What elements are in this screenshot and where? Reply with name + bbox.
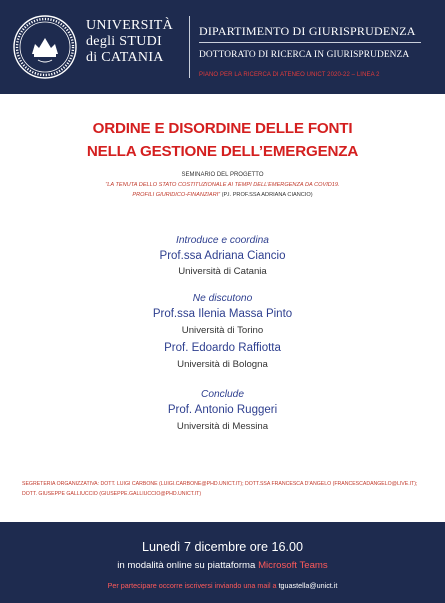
doctorate-name: DOTTORATO DI RICERCA IN GIURISPRUDENZA	[199, 50, 410, 60]
university-name-line1: UNIVERSITÀ	[86, 18, 173, 33]
discussant-2-affiliation: Università di Bologna	[177, 359, 268, 370]
registration-email[interactable]: tguastella@unict.it	[278, 581, 338, 590]
university-name-line3: di CATANIA	[86, 50, 164, 65]
seminar-title-line1: ORDINE E DISORDINE DELLE FONTI	[92, 120, 353, 137]
intro-speaker: Prof.ssa Adriana Ciancio	[159, 250, 286, 262]
university-name	[86, 18, 186, 66]
discussants-role: Ne discutono	[192, 293, 253, 304]
project-title-subtitle: PROFILI GIURIDICO-FINANZIARI”	[132, 192, 221, 198]
secretariat-line2: DOTT. GIUSEPPE GALLIUCCIO (GIUSEPPE.GALLIUCCIO@PHD.UNICT.IT)	[22, 491, 202, 497]
principal-investigator: (P.I. PROF.SSA ADRIANA CIANCIO)	[221, 192, 313, 198]
platform-name: Microsoft Teams	[258, 560, 328, 571]
intro-affiliation: Università di Catania	[178, 266, 267, 277]
intro-role: Introduce e coordina	[176, 235, 269, 246]
event-date: Lunedì 7 dicembre ore 16.00	[141, 540, 304, 554]
department-name: DIPARTIMENTO DI GIURISPRUDENZA	[199, 24, 416, 38]
seminar-title-line2: NELLA GESTIONE DELL’EMERGENZA	[86, 143, 359, 160]
project-title-line2	[0, 192, 445, 198]
registration-note	[0, 581, 445, 590]
header-divider	[189, 16, 190, 78]
university-seal-icon	[12, 14, 78, 80]
event-mode-text: in modalità online su piattaforma	[117, 560, 259, 571]
university-name-line2: degli STUDI	[86, 34, 163, 49]
conclusion-role: Conclude	[200, 389, 245, 400]
discussant-1-affiliation: Università di Torino	[181, 325, 264, 336]
organizing-secretariat	[22, 479, 432, 499]
seminar-label: SEMINARIO DEL PROGETTO	[181, 172, 264, 178]
discussant-2: Prof. Edoardo Raffiotta	[164, 342, 281, 354]
header-rule	[199, 42, 421, 43]
research-plan: PIANO PER LA RICERCA DI ATENEO UNICT 2020-22 – LINEA 2	[199, 72, 380, 78]
secretariat-line1: SEGRETERIA ORGANIZZATIVA: DOTT. LUIGI CARBONE (LUIGI.CARBONE@PHD.UNICT.IT); DOTT.SSA FRANCESCA D’ANGELO (FRANCESCADANGELO@LIVE.IT);	[22, 481, 418, 487]
conclusion-speaker: Prof. Antonio Ruggeri	[167, 404, 278, 416]
header-banner	[0, 0, 445, 94]
registration-text: Per partecipare occorre iscriversi inviando una mail a	[107, 581, 279, 590]
project-title-line1: “LA TENUTA DELLO STATO COSTITUZIONALE AI TEMPI DELL’EMERGENZA DA COVID19.	[105, 182, 340, 188]
conclusion-affiliation: Università di Messina	[176, 421, 269, 432]
discussant-1: Prof.ssa Ilenia Massa Pinto	[152, 308, 293, 320]
event-mode	[0, 560, 445, 571]
